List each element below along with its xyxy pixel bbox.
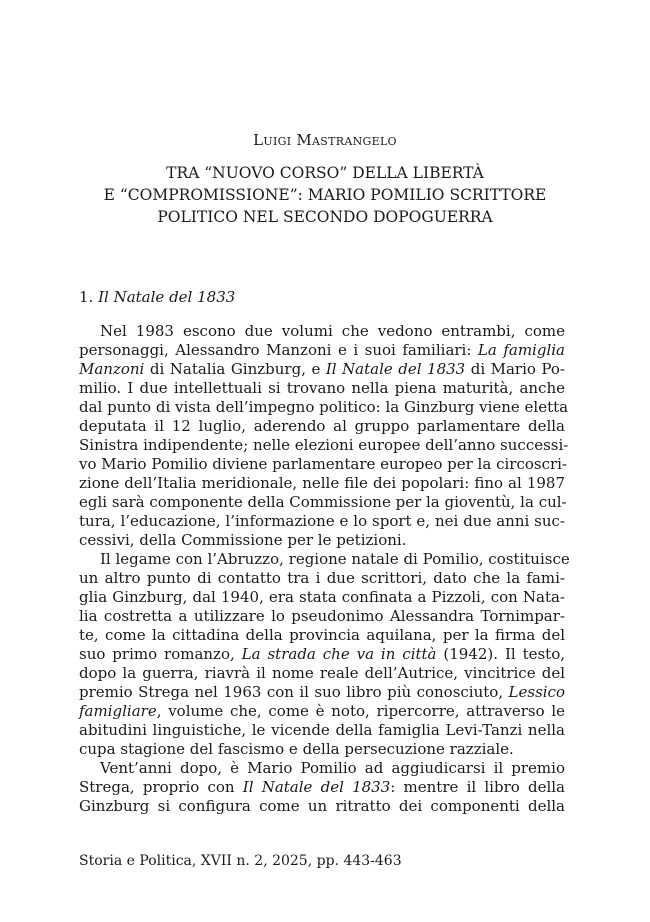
text-run: te, come la cittadina della provincia aquilana, per la firma del	[79, 626, 565, 644]
text-run: deputata il 12 luglio, aderendo al gruppo parlamentare della	[79, 417, 565, 435]
text-line	[79, 797, 565, 816]
text-run: , volume che, come è noto, ripercorre, attraverso le	[156, 702, 565, 720]
text-line	[79, 740, 565, 759]
text-run: dopo la guerra, riavrà il nome reale dell’Autrice, vincitrice del	[79, 664, 565, 682]
paragraph	[79, 550, 570, 759]
italic-text: Il Natale del 1833	[242, 778, 391, 796]
journal-footer: Storia e Politica, XVII n. 2, 2025, pp. 443-463	[79, 853, 402, 869]
author-name: Luigi Mastrangelo	[253, 131, 397, 149]
text-line	[79, 455, 568, 474]
text-line	[79, 360, 565, 379]
text-run: tura, l’educazione, l’informazione e lo sport e, nei due anni suc-	[79, 512, 565, 530]
text-run: di Natalia Ginzburg, e	[144, 360, 326, 378]
text-line	[79, 778, 565, 797]
paragraph	[79, 322, 569, 550]
section-heading	[79, 288, 235, 306]
text-line	[79, 322, 565, 341]
title-line-3: POLITICO NEL SECONDO DOPOGUERRA	[157, 208, 493, 226]
text-line	[79, 721, 565, 740]
text-run: personaggi, Alessandro Manzoni e i suoi familiari:	[79, 341, 478, 359]
text-line	[79, 398, 569, 417]
text-run: Nel 1983 escono due volumi che vedono entrambi, come	[100, 322, 565, 340]
text-run: Vent’anni dopo, è Mario Pomilio ad aggiudicarsi il premio	[100, 759, 565, 777]
text-run: un altro punto di contatto tra i due scrittori, dato che la fami-	[79, 569, 565, 587]
text-run: egli sarà componente della Commissione per la gioventù, la cul-	[79, 493, 567, 511]
italic-text: famigliare	[79, 702, 157, 720]
paragraph	[79, 759, 565, 816]
text-line	[79, 341, 565, 360]
text-line	[79, 531, 565, 550]
text-run: zione dell’Italia meridionale, nelle file dei popolari: fino al 1987	[79, 474, 565, 492]
text-run: glia Ginzburg, dal 1940, era stata confinata a Pizzoli, con Nata-	[79, 588, 565, 606]
text-run: vo Mario Pomilio diviene parlamentare europeo per la circoscri-	[79, 455, 568, 473]
text-run: (1942). Il testo,	[436, 645, 566, 663]
text-run: Il legame con l’Abruzzo, regione natale di Pomilio, costituisce	[100, 550, 570, 568]
text-line	[79, 645, 565, 664]
article-title	[60, 162, 590, 228]
section-title: Il Natale del 1833	[98, 288, 236, 306]
italic-text: La famiglia	[477, 341, 565, 359]
text-line	[79, 550, 570, 569]
text-run: cupa stagione del fascismo e della persecuzione razziale.	[79, 740, 514, 758]
text-run: : mentre il libro della	[390, 778, 565, 796]
italic-text: Il Natale del 1833	[325, 360, 466, 378]
text-run: milio. I due intellettuali si trovano nella piena maturità, anche	[79, 379, 565, 397]
text-run: dal punto di vista dell’impegno politico: la Ginzburg viene eletta	[79, 398, 569, 416]
text-run: Sinistra indipendente; nelle elezioni europee dell’anno successi-	[79, 436, 569, 454]
text-line	[79, 474, 565, 493]
title-line-2: E “COMPROMISSIONE”: MARIO POMILIO SCRITTORE	[103, 186, 547, 204]
text-run: suo primo romanzo,	[79, 645, 242, 663]
text-run: Strega, proprio con	[79, 778, 243, 796]
italic-text: Lessico	[508, 683, 565, 701]
text-run: cessivi, della Commissione per le petizioni.	[79, 531, 407, 549]
body-text	[79, 322, 570, 816]
italic-text: La strada che va in città	[241, 645, 437, 663]
text-line	[79, 512, 565, 531]
section-number: 1.	[79, 288, 94, 306]
title-line-1: TRA “NUOVO CORSO” DELLA LIBERTÀ	[166, 164, 484, 182]
text-line	[79, 436, 569, 455]
text-line	[79, 683, 565, 702]
text-run: premio Strega nel 1963 con il suo libro più conosciuto,	[79, 683, 509, 701]
text-line	[79, 569, 565, 588]
text-line	[79, 379, 565, 398]
text-run: abitudini linguistiche, le vicende della famiglia Levi-Tanzi nella	[79, 721, 565, 739]
italic-text: Manzoni	[79, 360, 145, 378]
text-run: di Mario Po-	[465, 360, 565, 378]
text-run: Ginzburg si configura come un ritratto dei componenti della	[79, 797, 565, 815]
text-line	[79, 493, 565, 512]
text-line	[79, 664, 565, 683]
text-line	[79, 417, 565, 436]
text-line	[79, 607, 565, 626]
text-line	[79, 588, 565, 607]
text-line	[79, 759, 565, 778]
text-line	[79, 626, 565, 645]
text-line	[79, 702, 565, 721]
text-run: lia costretta a utilizzare lo pseudonimo Alessandra Tornimpar-	[79, 607, 565, 625]
